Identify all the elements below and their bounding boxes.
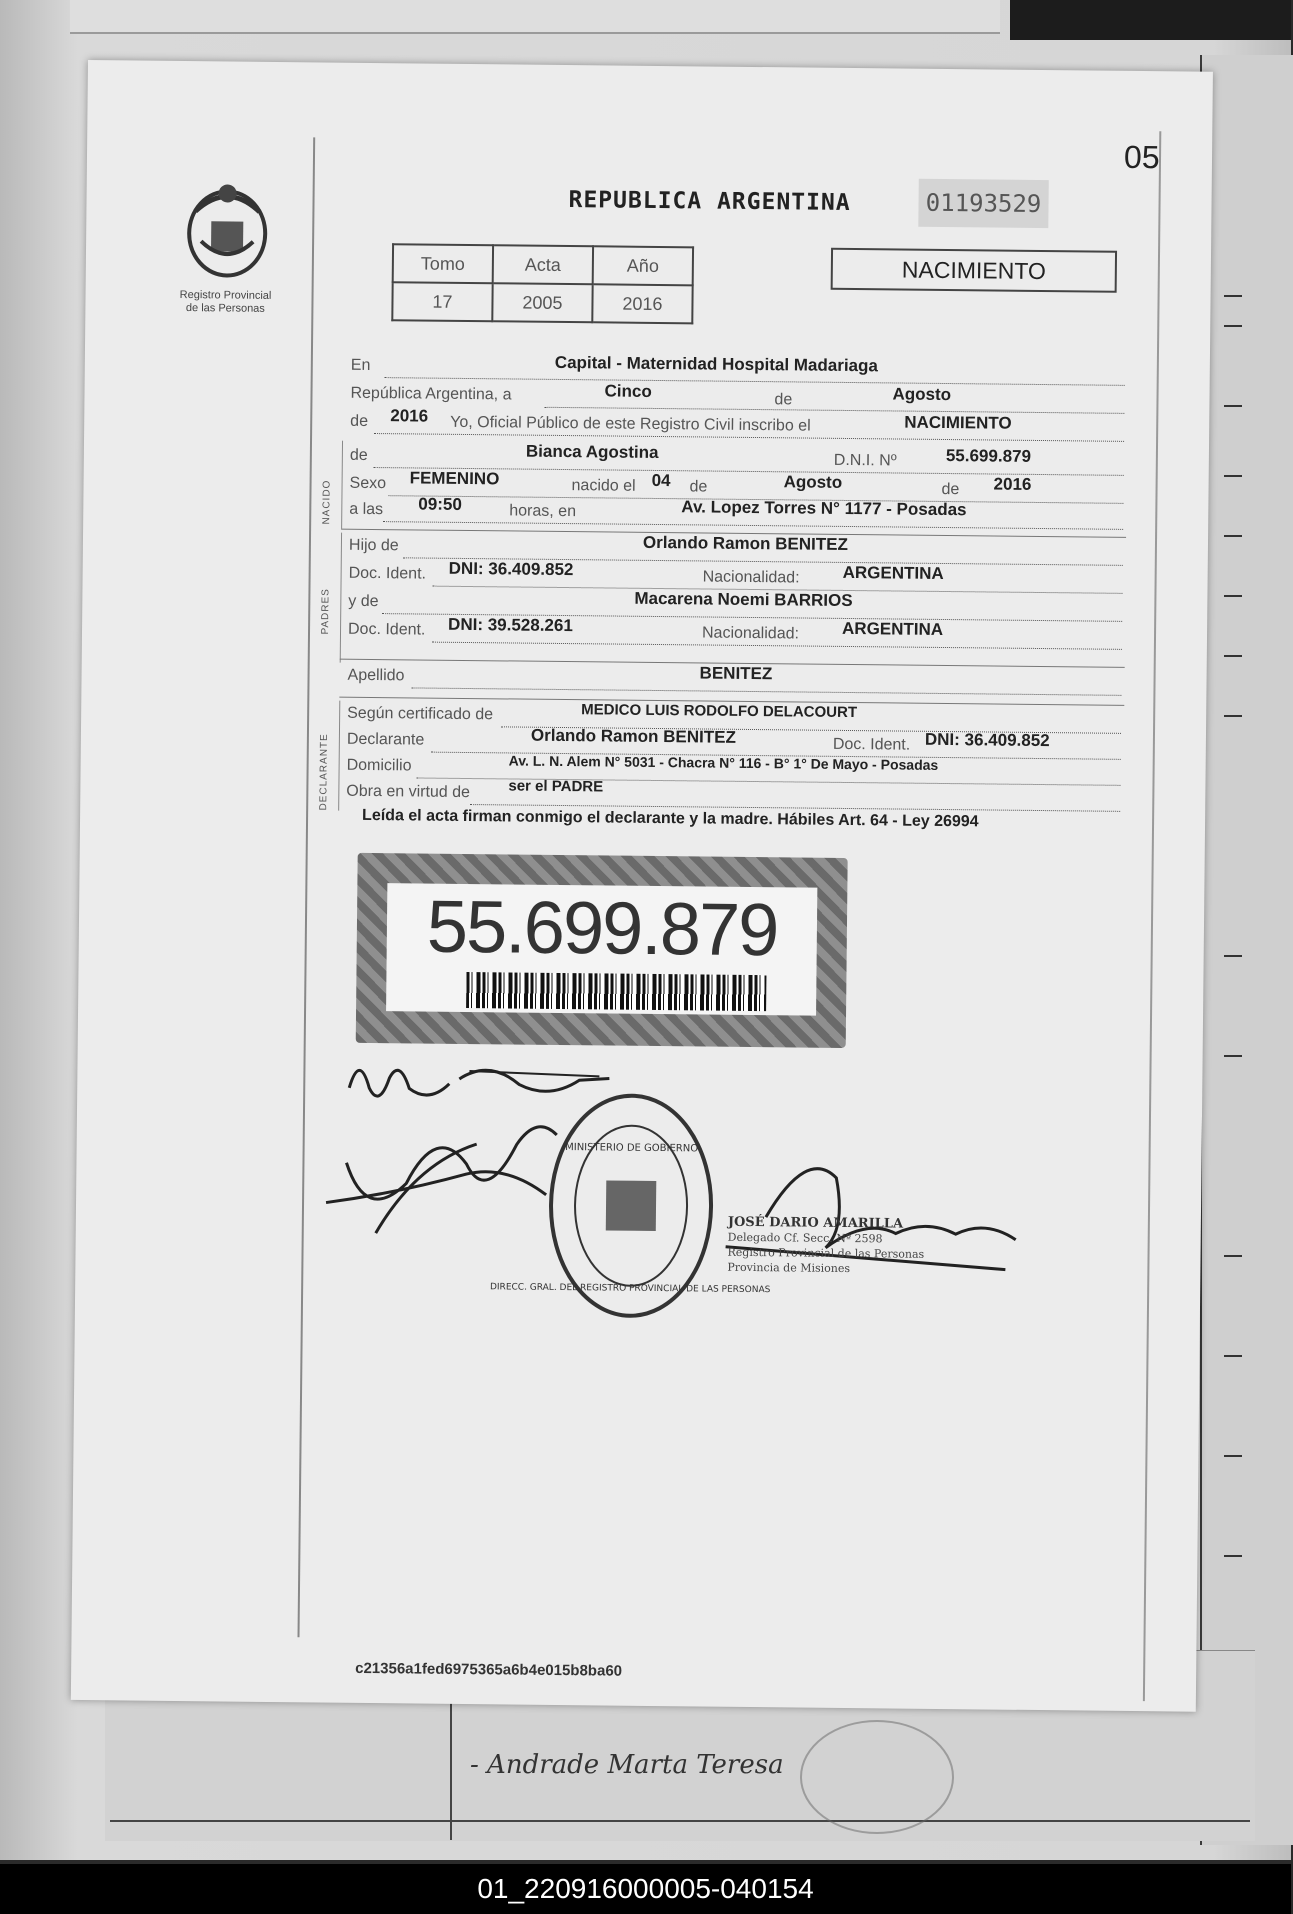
label-a-las: a las xyxy=(349,500,384,519)
label-doc-ident-declarant: Doc. Ident. xyxy=(832,735,911,754)
birth-time: 09:50 xyxy=(418,494,462,514)
record-type-box: NACIMIENTO xyxy=(831,248,1117,293)
year-value: 2016 xyxy=(592,284,692,323)
label-nacionalidad-mother: Nacionalidad: xyxy=(701,624,800,643)
declarant-name: Orlando Ramon BENITEZ xyxy=(530,725,737,747)
barcode xyxy=(466,972,766,1011)
place-value: Capital - Maternidad Hospital Madariaga xyxy=(554,352,879,376)
closing-statement: Leída el acta firman conmigo el declarante y la madre. Hábiles Art. 64 - Ley 26994 xyxy=(362,806,979,831)
label-nacionalidad-father: Nacionalidad: xyxy=(702,568,800,587)
official-stamp-text: JOSÉ DARIO AMARILLA Delegado Cf. Secc. Nº 2598 Registro Provincial de las Personas Provincia de Misiones xyxy=(727,1214,925,1276)
declarant-doc: DNI: 36.409.852 xyxy=(924,729,1050,751)
dark-corner xyxy=(1010,0,1291,40)
section-padres: PADRES xyxy=(319,588,332,635)
year-header: Año xyxy=(593,246,693,285)
sticker-dni-number: 55.699.879 xyxy=(426,884,778,972)
tomo-acta-table xyxy=(391,243,694,324)
serial-number: 01193529 xyxy=(918,179,1048,228)
birth-year: 2016 xyxy=(993,474,1032,494)
declarant-signature xyxy=(316,1102,567,1245)
address-value: Av. L. N. Alem N° 5031 - Chacra N° 116 - B° 1° De Mayo - Posadas xyxy=(508,752,939,773)
label-doc-ident-mother: Doc. Ident. xyxy=(347,620,426,639)
top-paper-strip xyxy=(70,0,1000,34)
sex-value: FEMENINO xyxy=(409,468,500,489)
label-de-3: de xyxy=(941,480,960,499)
svg-text:MINISTERIO DE GOBIERNO: MINISTERIO DE GOBIERNO xyxy=(565,1142,699,1155)
official-seal xyxy=(489,1090,771,1322)
label-dni: D.N.I. Nº xyxy=(833,451,897,470)
underlying-stamp xyxy=(800,1720,954,1834)
child-dni: 55.699.879 xyxy=(945,446,1032,466)
label-y-de: y de xyxy=(348,592,379,611)
father-doc: DNI: 36.409.852 xyxy=(448,558,574,580)
label-hijo-de: Hijo de xyxy=(348,536,399,555)
label-apellido: Apellido xyxy=(347,666,405,685)
label-segun: Según certificado de xyxy=(347,704,494,724)
birth-month: Agosto xyxy=(783,472,843,492)
label-domicilio: Domicilio xyxy=(346,756,412,775)
label-nacido-el: nacido el xyxy=(571,477,636,495)
tomo-header: Tomo xyxy=(393,244,493,283)
country-title: REPUBLICA ARGENTINA xyxy=(568,187,851,216)
label-doc-ident-father: Doc. Ident. xyxy=(348,564,427,583)
event-value: NACIMIENTO xyxy=(904,412,1012,433)
acta-header: Acta xyxy=(493,245,593,284)
certificate-by: MEDICO LUIS RODOLFO DELACOURT xyxy=(581,701,858,722)
father-nationality: ARGENTINA xyxy=(842,562,944,583)
birth-day: 04 xyxy=(651,470,671,491)
label-yo-oficial: Yo, Oficial Público de este Registro Civil inscribo el xyxy=(450,413,811,435)
coat-of-arms-icon xyxy=(181,171,274,282)
year-value-text: 2016 xyxy=(390,406,429,426)
capacity-value: ser el PADRE xyxy=(508,777,604,796)
tomo-value: 17 xyxy=(392,282,492,321)
child-name: Bianca Agostina xyxy=(525,441,659,462)
page-number: 05 xyxy=(1123,138,1160,176)
label-en: En xyxy=(350,356,371,374)
label-de-name: de xyxy=(349,446,368,464)
label-de-year: de xyxy=(350,412,369,430)
month-value: Agosto xyxy=(892,384,952,405)
label-de-month: de xyxy=(774,391,793,409)
acta-value: 2005 xyxy=(492,283,592,322)
crest-caption: Registro Provincial de las Personas xyxy=(179,288,272,315)
day-value: Cinco xyxy=(604,381,652,401)
section-nacido: NACIDO xyxy=(321,479,333,525)
label-declarante: Declarante xyxy=(346,730,425,749)
label-horas-en: horas, en xyxy=(509,502,577,521)
surname-value: BENITEZ xyxy=(699,663,773,684)
underlying-signature xyxy=(960,1760,964,1774)
image-id: 01_220916000005-040154 xyxy=(477,1873,814,1904)
label-sexo: Sexo xyxy=(349,474,387,493)
dni-sticker xyxy=(356,853,848,1048)
label-republica: República Argentina, a xyxy=(350,384,512,404)
mother-name: Macarena Noemi BARRIOS xyxy=(634,588,853,611)
document-hash: c21356a1fed6975365a6b4e015b8ba60 xyxy=(355,1659,623,1680)
underlying-name: - Andrade Marta Teresa xyxy=(470,1750,784,1780)
mother-nationality: ARGENTINA xyxy=(841,618,944,639)
mother-doc: DNI: 39.528.261 xyxy=(448,614,573,636)
label-de-2: de xyxy=(689,478,708,496)
image-id-footer xyxy=(0,1864,1291,1914)
back-sheet xyxy=(1200,55,1293,1845)
svg-text:DIRECC. GRAL. DEL REGISTRO PRO: DIRECC. GRAL. DEL REGISTRO PROVINCIAL DE LAS PERSONAS xyxy=(489,1282,771,1296)
birth-certificate-page xyxy=(71,60,1213,1712)
father-name: Orlando Ramon BENITEZ xyxy=(642,532,849,554)
section-declarante: DECLARANTE xyxy=(318,733,330,811)
label-obra: Obra en virtud de xyxy=(346,782,471,802)
birth-place: Av. Lopez Torres N° 1177 - Posadas xyxy=(681,497,967,520)
